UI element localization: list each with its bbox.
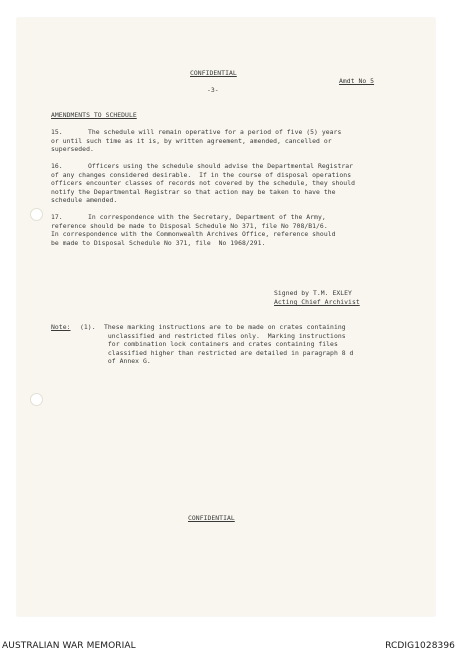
note-line: unclassified and restricted files only. Marking instructions xyxy=(104,331,346,340)
section-heading: AMENDMENTS TO SCHEDULE xyxy=(51,111,137,119)
paragraph-line: schedule amended. xyxy=(51,196,118,204)
paragraph-number: 17. xyxy=(51,213,63,221)
paragraph-line: In correspondence with the Secretary, Department of the Army, xyxy=(88,213,326,221)
paragraph-number: 16. xyxy=(51,162,63,170)
punch-hole xyxy=(30,393,43,406)
paragraph-line: be made to Disposal Schedule No 371, file No 1968/291. xyxy=(51,238,266,247)
signature-title: Acting Chief Archivist xyxy=(274,298,360,306)
note-line: These marking instructions are to be made on crates containing xyxy=(104,323,346,331)
footer-classification: CONFIDENTIAL xyxy=(188,514,235,522)
paragraph-line: of any changes considered desirable. If in the course of disposal operations xyxy=(51,170,352,179)
archive-reference: RCDIG1028396 xyxy=(385,641,455,651)
note-number: (1). xyxy=(80,323,96,331)
paragraph-line: or until such time as it is, by written agreement, amended, cancelled or xyxy=(51,136,332,145)
paragraph-line: In correspondence with the Commonwealth Archives Office, reference should xyxy=(51,230,336,238)
paragraph-line: officers encounter classes of records not covered by the schedule, they should xyxy=(51,179,356,187)
paragraph-line: Officers using the schedule should advise the Departmental Registrar xyxy=(88,162,354,170)
amendment-number: Amdt No 5 xyxy=(339,77,375,85)
note-label: Note: xyxy=(51,323,71,331)
note-line: classified higher than restricted are detailed in paragraph 8 d xyxy=(104,348,354,357)
note-line: for combination lock containers and crates containing files xyxy=(104,340,338,348)
paragraph-line: The schedule will remain operative for a period of five (5) years xyxy=(88,128,342,136)
paragraph-line: superseded. xyxy=(51,145,94,153)
header-classification: CONFIDENTIAL xyxy=(190,69,237,77)
signature-line: Signed by T.M. EXLEY xyxy=(274,289,352,297)
paragraph-number: 15. xyxy=(51,128,63,136)
punch-hole xyxy=(30,208,43,221)
paragraph-line: notify the Departmental Registrar so that action may be taken to have the xyxy=(51,187,336,196)
paragraph-line: reference should be made to Disposal Schedule No 371, file No 708/B1/6. xyxy=(51,221,328,230)
document-page xyxy=(17,18,435,616)
archive-institution: AUSTRALIAN WAR MEMORIAL xyxy=(2,641,136,651)
note-line: of Annex G. xyxy=(104,357,151,365)
page-number: -3- xyxy=(207,86,219,94)
